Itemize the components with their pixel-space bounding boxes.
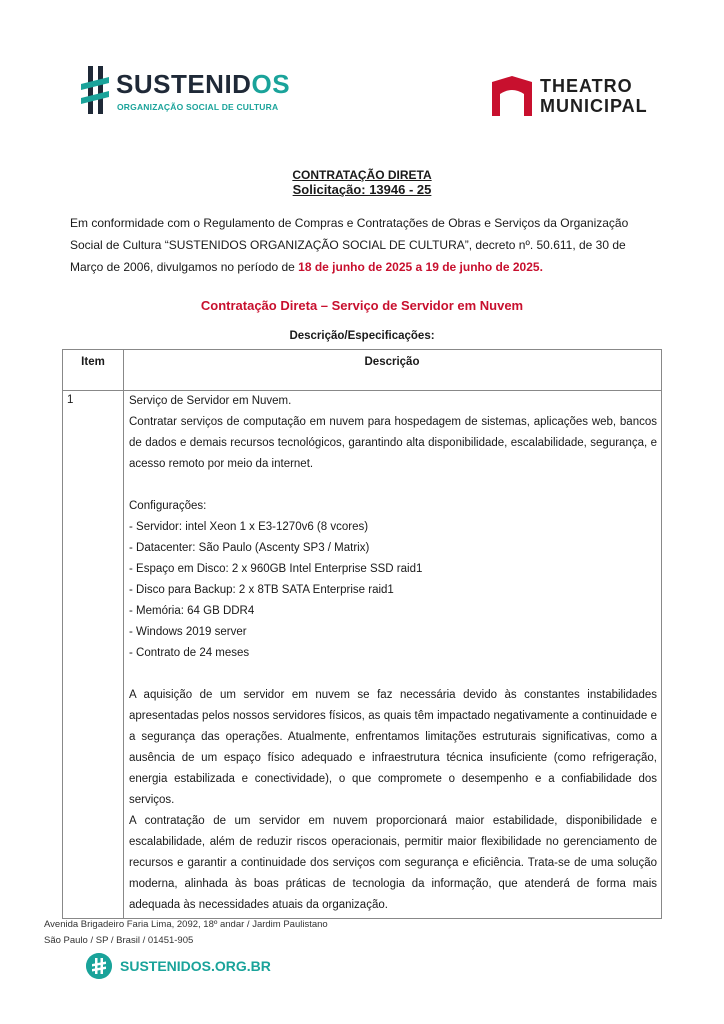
intro-paragraph: Em conformidade com o Regulamento de Compras e Contratações de Obras e Serviços da Organização Social de Cultura “SUSTENIDOS ORGANIZAÇÃO SOCIAL DE CULTURA”, decreto nº. 50.611, de 30 de Março de 2006, divulgamos no período de 18 de junho de 2025 a 19 de junho de 2025.: [70, 216, 629, 274]
config-item: - Espaço em Disco: 2 x 960GB Intel Enterprise SSD raid1: [129, 563, 423, 575]
sustenidos-subtitle: ORGANIZAÇÃO SOCIAL DE CULTURA: [117, 102, 279, 112]
footer-website[interactable]: [86, 953, 271, 981]
config-item: - Datacenter: São Paulo (Ascenty SP3 / Matrix): [129, 542, 370, 554]
row-description: [129, 391, 657, 916]
config-item: - Servidor: intel Xeon 1 x E3-1270v6 (8 vcores): [129, 521, 369, 533]
hash-icon: [80, 64, 110, 116]
config-label: Configurações:: [129, 500, 207, 512]
intro-period: 18 de junho de 2025 a 19 de junho de 2025.: [298, 260, 543, 274]
contract-subtitle: Contratação Direta – Serviço de Servidor em Nuvem: [200, 298, 524, 313]
sustenidos-brand: SUSTENIDOS: [116, 69, 291, 99]
theatro-arch-icon: [490, 74, 534, 118]
spec-heading: Descrição/Especificações:: [289, 330, 435, 342]
config-item: - Disco para Backup: 2 x 8TB SATA Enterprise raid1: [129, 584, 394, 596]
service-title: Serviço de Servidor em Nuvem.: [129, 395, 292, 407]
theatro-municipal-logo: [490, 74, 655, 118]
config-item: - Windows 2019 server: [129, 626, 247, 638]
theatro-line1: THEATRO: [540, 76, 633, 96]
hash-circle-icon: [86, 953, 112, 979]
justification-paragraph-1: A aquisição de um servidor em nuvem se faz necessária devido às constantes instabilidades apresentadas pelos nossos servidores físicos, as quais têm impactado negativamente a continuidade e a segurança das operações. Atualmente, enfrentamos limitações estruturais significativas, como a ausência de um espaço físico adequado e infraestrutura técnica insuficiente (como refrigeração, energia estabilizada e conectividade), o que compromete o desempenho e a confiabilidade dos serviços.: [129, 689, 657, 806]
document-title: CONTRATAÇÃO DIRETA: [292, 168, 432, 182]
header-description: Descrição: [364, 356, 420, 368]
config-item: - Contrato de 24 meses: [129, 647, 250, 659]
footer-address-line2: São Paulo / SP / Brasil / 01451-905: [44, 935, 194, 946]
column-divider: [123, 350, 124, 918]
service-text: Contratar serviços de computação em nuvem para hospedagem de sistemas, aplicações web, bancos de dados e demais recursos tecnológicos, garantindo alta disponibilidade, escalabilidade, segurança, e acesso remoto por meio da internet.: [129, 416, 657, 470]
website-link[interactable]: SUSTENIDOS.ORG.BR: [120, 958, 271, 974]
footer-address-line1: Avenida Brigadeiro Faria Lima, 2092, 18º andar / Jardim Paulistano: [44, 919, 328, 930]
config-item: - Memória: 64 GB DDR4: [129, 605, 255, 617]
row-item-number: 1: [67, 394, 74, 406]
request-number: Solicitação: 13946 - 25: [292, 182, 432, 197]
spec-table: [62, 349, 662, 919]
theatro-line2: MUNICIPAL: [540, 96, 648, 116]
header-item: Item: [81, 356, 105, 368]
justification-paragraph-2: A contratação de um servidor em nuvem proporcionará maior estabilidade, disponibilidade e escalabilidade, além de reduzir riscos operacionais, permitir maior flexibilidade no gerenciamento de recursos e garantir a continuidade dos serviços com segurança e eficiência. Trata-se de uma solução moderna, alinhada às boas práticas de tecnologia da informação, que atenderá de forma mais adequada às necessidades atuais da organização.: [129, 815, 657, 911]
sustenidos-logo: [80, 64, 291, 118]
